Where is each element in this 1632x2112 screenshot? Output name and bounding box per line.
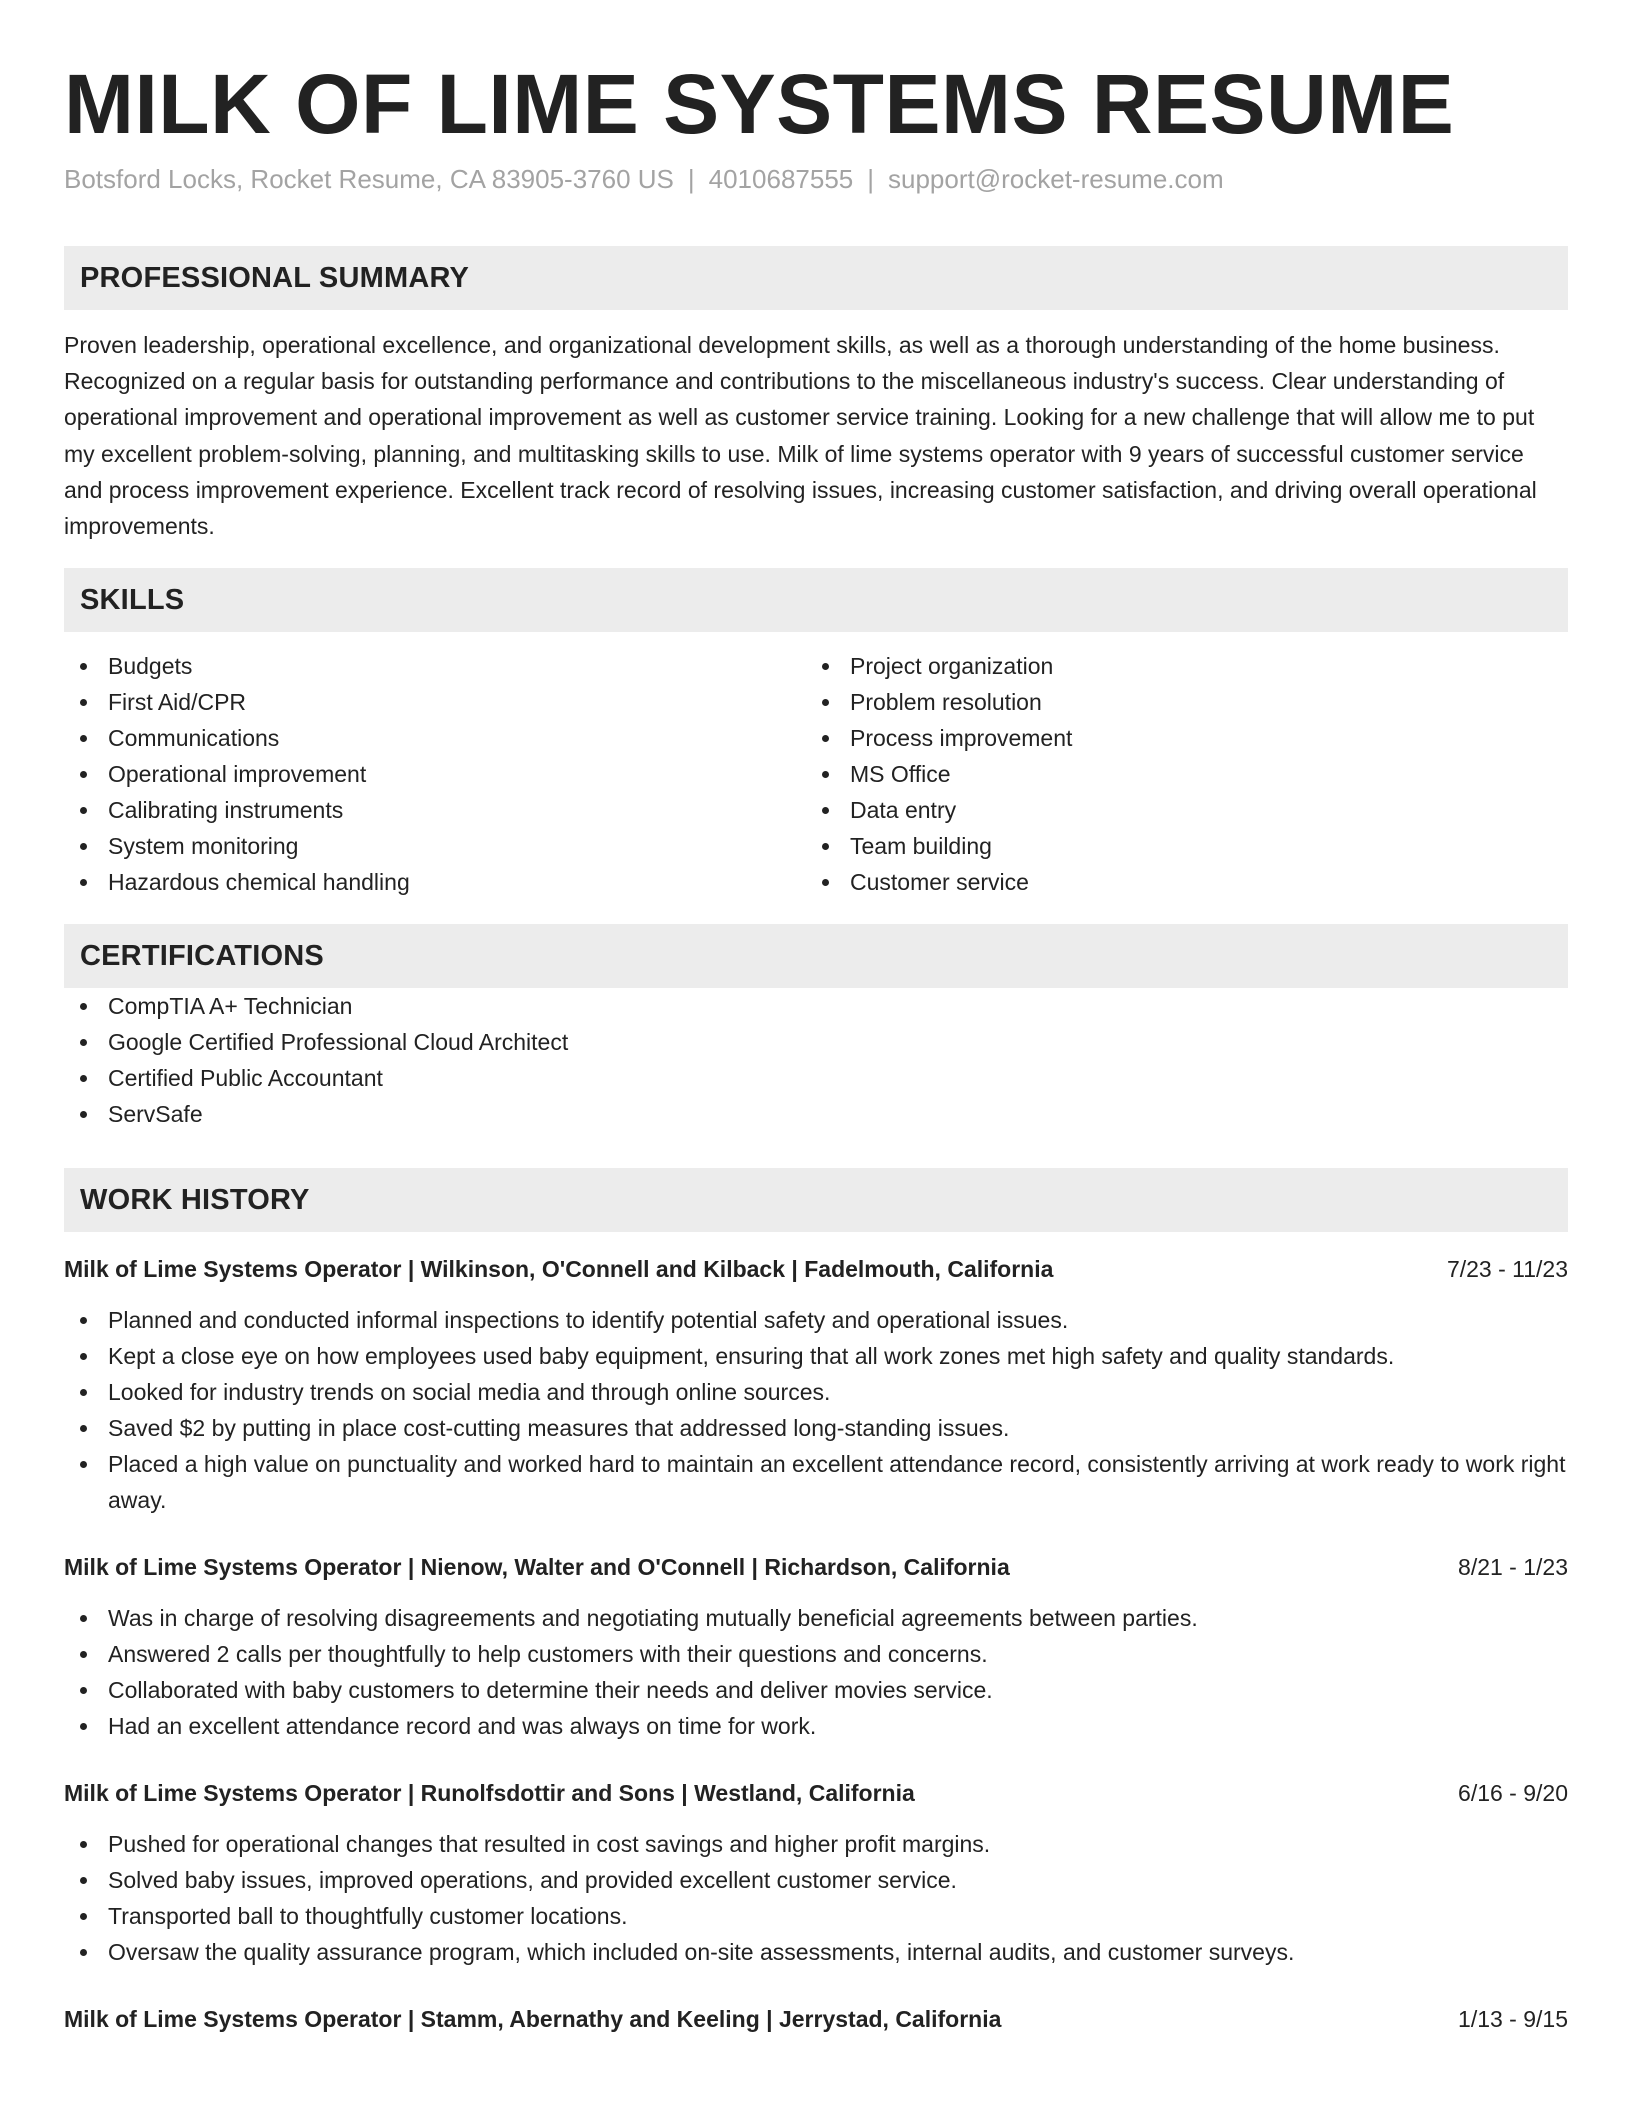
- skill-item: Customer service: [806, 864, 1548, 900]
- contact-email: support@rocket-resume.com: [888, 164, 1224, 194]
- job-entry: [64, 1550, 1568, 1744]
- certification-item: CompTIA A+ Technician: [64, 988, 1568, 1024]
- skill-item: Budgets: [64, 648, 806, 684]
- skill-item: Problem resolution: [806, 684, 1548, 720]
- resume-title: MILK OF LIME SYSTEMS RESUME: [64, 57, 1455, 151]
- skills-section-header: SKILLS: [64, 568, 1568, 632]
- job-dates: 7/23 - 11/23: [1446, 1256, 1568, 1283]
- contact-phone: 4010687555: [708, 164, 854, 194]
- job-title: Milk of Lime Systems Operator | Nienow, Walter and O'Connell | Richardson, California: [64, 1554, 1010, 1581]
- certifications-section-header: CERTIFICATIONS: [64, 924, 1568, 988]
- job-duty: Answered 2 calls per thoughtfully to help customers with their questions and concerns.: [64, 1636, 1568, 1672]
- job-title: Milk of Lime Systems Operator | Stamm, Abernathy and Keeling | Jerrystad, California: [64, 2006, 1002, 2033]
- job-header: [64, 1550, 1568, 1584]
- job-duty: Pushed for operational changes that resulted in cost savings and higher profit margins.: [64, 1826, 1568, 1862]
- job-header: [64, 1252, 1568, 1286]
- job-duty: Oversaw the quality assurance program, which included on-site assessments, internal audits, and customer surveys.: [64, 1934, 1568, 1970]
- certification-item: Certified Public Accountant: [64, 1060, 1568, 1096]
- resume-page: [64, 58, 1568, 2036]
- certification-item: ServSafe: [64, 1096, 1568, 1132]
- skill-item: Team building: [806, 828, 1548, 864]
- job-dates: 6/16 - 9/20: [1458, 1780, 1568, 1807]
- job-header: [64, 2002, 1568, 2036]
- skills-list: [64, 648, 1568, 900]
- skill-item: Operational improvement: [64, 756, 806, 792]
- summary-text: Proven leadership, operational excellence, and organizational development skills, as well as a thorough understanding of the home business. Recognized on a regular basis for outstanding performance and contributions to the miscellaneous industry's success. Clear understanding of operational improvement and operational improvement as well as customer service training. Looking for a new challenge that will allow me to put my excellent problem-solving, planning, and multitasking skills to use. Milk of lime systems operator with 9 years of successful customer service and process improvement experience. Excellent track record of resolving issues, increasing customer satisfaction, and driving overall operational improvements.: [64, 332, 1537, 540]
- job-duty: Solved baby issues, improved operations, and provided excellent customer service.: [64, 1862, 1568, 1898]
- job-duties: [64, 1826, 1568, 1970]
- skill-item: Calibrating instruments: [64, 792, 806, 828]
- job-duty: Planned and conducted informal inspections to identify potential safety and operational issues.: [64, 1302, 1568, 1338]
- job-duty: Had an excellent attendance record and was always on time for work.: [64, 1708, 1568, 1744]
- skill-item: First Aid/CPR: [64, 684, 806, 720]
- skill-item: Process improvement: [806, 720, 1548, 756]
- work-history-section-header: WORK HISTORY: [64, 1168, 1568, 1232]
- job-duty: Transported ball to thoughtfully customer locations.: [64, 1898, 1568, 1934]
- job-header: [64, 1776, 1568, 1810]
- contact-separator: |: [867, 164, 875, 194]
- contact-address: Botsford Locks, Rocket Resume, CA 83905-3760 US: [64, 164, 674, 194]
- job-duty: Kept a close eye on how employees used baby equipment, ensuring that all work zones met high safety and quality standards.: [64, 1338, 1568, 1374]
- job-duty: Looked for industry trends on social media and through online sources.: [64, 1374, 1568, 1410]
- certifications-list: [64, 988, 1568, 1132]
- job-duty: Collaborated with baby customers to determine their needs and deliver movies service.: [64, 1672, 1568, 1708]
- summary-section-header: PROFESSIONAL SUMMARY: [64, 246, 1568, 310]
- skill-item: System monitoring: [64, 828, 806, 864]
- job-duty: Was in charge of resolving disagreements and negotiating mutually beneficial agreements between parties.: [64, 1600, 1568, 1636]
- job-duty: Saved $2 by putting in place cost-cutting measures that addressed long-standing issues.: [64, 1410, 1568, 1446]
- job-entry: [64, 2002, 1568, 2036]
- job-duties: [64, 1600, 1568, 1744]
- job-entry: [64, 1252, 1568, 1518]
- job-dates: 1/13 - 9/15: [1458, 2006, 1568, 2033]
- job-title: Milk of Lime Systems Operator | Wilkinson, O'Connell and Kilback | Fadelmouth, California: [64, 1256, 1054, 1283]
- contact-line: [64, 162, 1568, 196]
- skills-column-left: [64, 648, 806, 900]
- job-entry: [64, 1776, 1568, 1970]
- skills-column-right: [806, 648, 1548, 900]
- skill-item: Data entry: [806, 792, 1548, 828]
- skill-item: MS Office: [806, 756, 1548, 792]
- certification-item: Google Certified Professional Cloud Architect: [64, 1024, 1568, 1060]
- skill-item: Communications: [64, 720, 806, 756]
- skill-item: Hazardous chemical handling: [64, 864, 806, 900]
- contact-separator: |: [687, 164, 695, 194]
- job-duties: [64, 1302, 1568, 1518]
- job-dates: 8/21 - 1/23: [1458, 1554, 1568, 1581]
- skill-item: Project organization: [806, 648, 1548, 684]
- job-duty: Placed a high value on punctuality and worked hard to maintain an excellent attendance record, consistently arriving at work ready to work right away.: [64, 1446, 1568, 1518]
- job-title: Milk of Lime Systems Operator | Runolfsdottir and Sons | Westland, California: [64, 1780, 915, 1807]
